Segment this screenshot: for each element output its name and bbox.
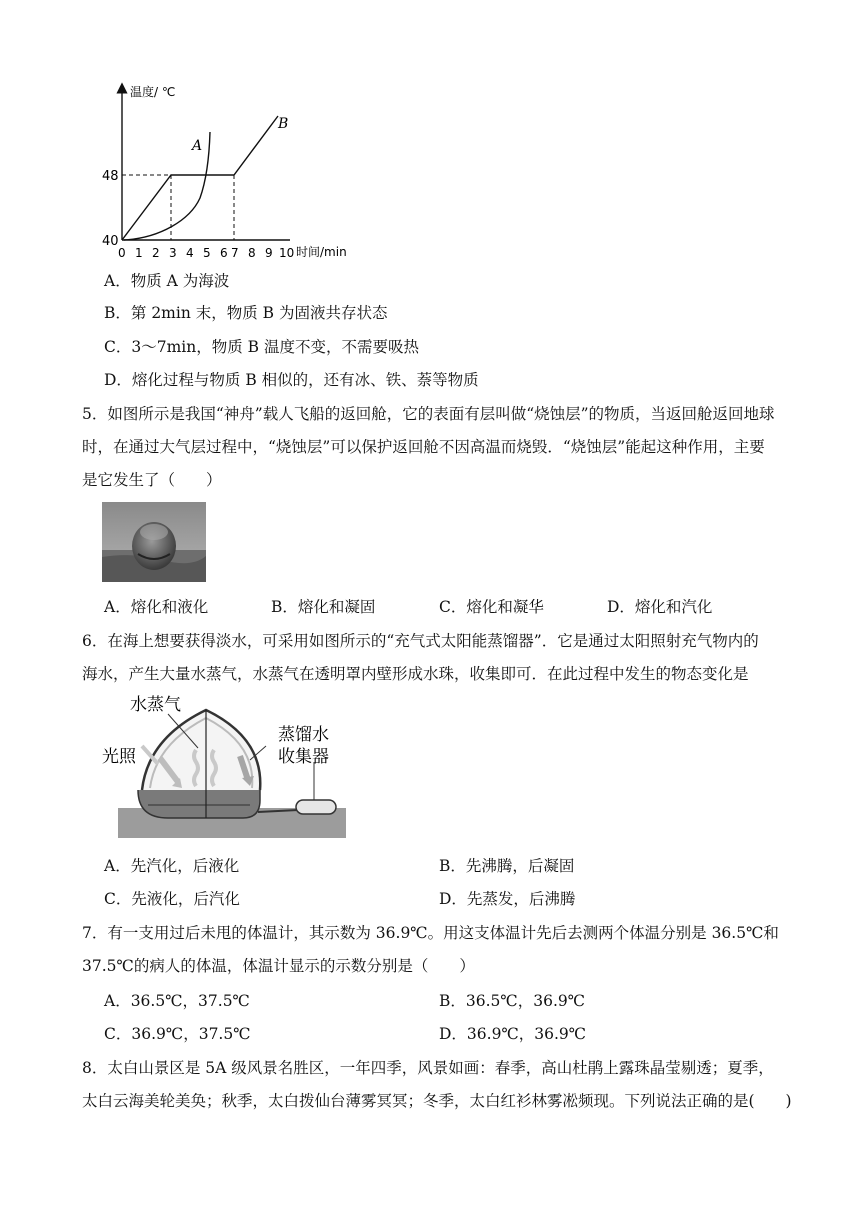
q7-stem-line-2: 37.5℃的病人的体温，体温计显示的示数分别是（ ） <box>82 957 475 975</box>
q4-option-c[interactable]: C．3～7min，物质 B 温度不变，不需要吸热 <box>104 338 419 356</box>
x-tick: 0 <box>118 246 126 260</box>
vapor-label: 水蒸气 <box>130 695 181 715</box>
q6-option-d[interactable]: D．先蒸发，后沸腾 <box>439 890 576 908</box>
q6-stem-line-2: 海水，产生大量水蒸气，水蒸气在透明罩内壁形成水珠，收集即可．在此过程中发生的物态变化是 <box>82 665 749 683</box>
q5-option-c[interactable]: C．熔化和凝华 <box>439 598 544 616</box>
q6-stem-line-1: 6．在海上想要获得淡水，可采用如图所示的“充气式太阳能蒸馏器”．它是通过太阳照射充气物内的 <box>82 632 759 650</box>
q5-option-b[interactable]: B．熔化和凝固 <box>271 598 376 616</box>
q8-stem-line-2: 太白云海美轮美奂；秋季，太白拨仙台薄雾冥冥；冬季，太白红衫林雾凇频现。下列说法正确的是( ) <box>82 1092 792 1110</box>
q4-option-a[interactable]: A．物质 A 为海波 <box>104 272 230 290</box>
x-tick: 8 <box>248 246 256 260</box>
x-tick: 3 <box>169 246 177 260</box>
x-tick: 10 <box>279 246 295 260</box>
q7-option-c[interactable]: C．36.9℃，37.5℃ <box>104 1025 251 1043</box>
q6-option-b[interactable]: B．先沸腾，后凝固 <box>439 857 575 875</box>
collector-label-2: 收集器 <box>278 747 329 767</box>
y-tick-40: 40 <box>102 234 119 249</box>
solar-distiller-diagram <box>98 690 348 840</box>
collector-label-1: 蒸馏水 <box>278 725 329 745</box>
x-tick: 5 <box>203 246 211 260</box>
q7-option-d[interactable]: D．36.9℃，36.9℃ <box>439 1025 587 1043</box>
q4-option-b[interactable]: B．第 2min 末，物质 B 为固液共存状态 <box>104 304 388 322</box>
q5-stem-line-1: 5．如图所示是我国“神舟”载人飞船的返回舱，它的表面有层叫做“烧蚀层”的物质，当返回舱返回地球 <box>82 405 775 423</box>
x-tick: 7 <box>231 246 239 260</box>
q7-option-b[interactable]: B．36.5℃，36.9℃ <box>439 992 586 1010</box>
q6-option-a[interactable]: A．先汽化，后液化 <box>104 857 240 875</box>
q5-stem-line-3: 是它发生了（ ） <box>82 471 222 489</box>
x-tick: 4 <box>186 246 194 260</box>
x-tick: 1 <box>135 246 143 260</box>
light-label: 光照 <box>102 747 136 767</box>
q5-option-d[interactable]: D．熔化和汽化 <box>607 598 713 616</box>
temperature-time-graph <box>100 80 370 265</box>
q7-option-a[interactable]: A．36.5℃，37.5℃ <box>104 992 250 1010</box>
curve-b-label: B <box>278 116 289 132</box>
return-capsule-photo <box>102 502 206 582</box>
q5-option-a[interactable]: A．熔化和液化 <box>104 598 209 616</box>
q7-stem-line-1: 7．有一支用过后未甩的体温计，其示数为 36.9℃。用这支体温计先后去测两个体温分别是 36.5℃和 <box>82 924 779 942</box>
x-axis-label: 时间/min <box>296 245 347 259</box>
q4-option-d[interactable]: D．熔化过程与物质 B 相似的，还有冰、铁、萘等物质 <box>104 371 479 389</box>
curve-a-label: A <box>192 138 203 154</box>
q6-option-c[interactable]: C．先液化，后汽化 <box>104 890 240 908</box>
curve-b <box>122 116 278 240</box>
y-axis-label: 温度/ ℃ <box>130 85 176 99</box>
q5-stem-line-2: 时，在通过大气层过程中，“烧蚀层”可以保护返回舱不因高温而烧毁．“烧蚀层”能起这种作用，主要 <box>82 438 765 456</box>
x-tick: 2 <box>152 246 160 260</box>
q8-stem-line-1: 8．太白山景区是 5A 级风景名胜区，一年四季，风景如画：春季，高山杜鹃上露珠晶莹剔透；夏季， <box>82 1059 774 1077</box>
y-tick-48: 48 <box>102 169 119 184</box>
x-tick: 6 <box>220 246 228 260</box>
x-tick: 9 <box>265 246 273 260</box>
